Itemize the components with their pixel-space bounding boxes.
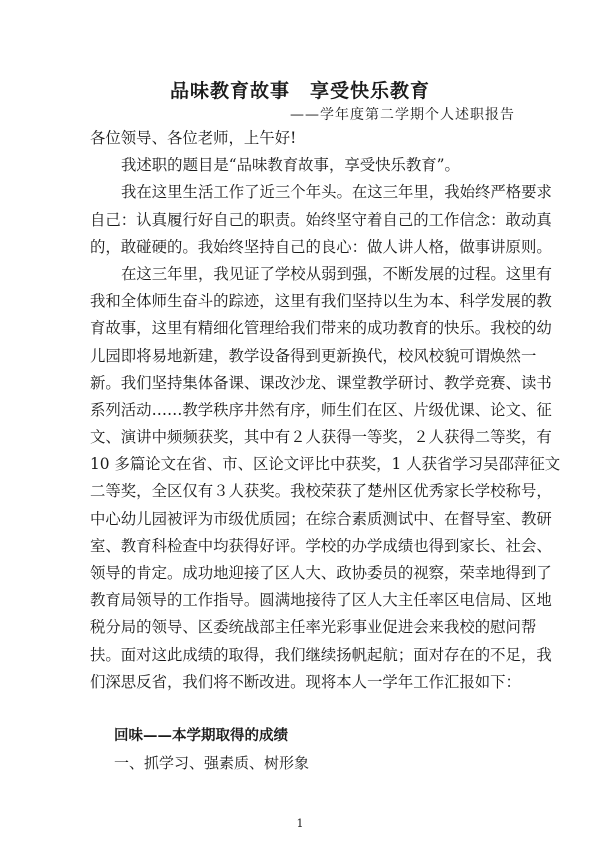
paragraph-line: 系列活动……教学秩序井然有序，师生们在区、片级优课、论文、征 — [90, 400, 552, 419]
paragraph-line: 10 多篇论文在省、市、区论文评比中获奖，1 人获省学习吴邵萍征文 — [90, 455, 561, 474]
document-body — [90, 125, 561, 696]
paragraph-line: 税分局的领导、区委统战部主任率光彩事业促进会来我校的慰问帮 — [90, 618, 537, 637]
paragraph-line: 新。我们坚持集体备课、课改沙龙、课堂教学研讨、教学竞赛、读书 — [90, 373, 552, 392]
paragraph-line: 们深思反省，我们将不断改进。现将本人一学年工作汇报如下： — [90, 672, 521, 691]
paragraph-line: 领导的肯定。成功地迎接了区人大、政协委员的视察，荣幸地得到了 — [90, 564, 552, 582]
section-heading: 回味——本学期取得的成绩 — [114, 727, 288, 744]
paragraph-container — [90, 152, 561, 696]
paragraph-line: 中心幼儿园被评为市级优质园；在综合素质测试中、在督导室、教研 — [90, 509, 552, 528]
paragraph — [90, 179, 552, 261]
paragraph-line: 文、演讲中频频获奖，其中有２人获得一等奖，２人获得二等奖，有 — [90, 428, 552, 447]
document-subtitle: ——学年度第二学期个人述职报告 — [290, 107, 515, 123]
paragraph-line: 我在这里生活工作了近三个年头。在这三年里，我始终严格要求 — [121, 183, 552, 202]
paragraph-line: 二等奖，全区仅有３人获奖。我校荣获了楚州区优秀家长学校称号， — [90, 482, 552, 501]
paragraph-line: 儿园即将易地新建，教学设备得到更新换代，校风校貌可谓焕然一 — [90, 346, 537, 365]
paragraph-line: 育故事，这里有精细化管理给我们带来的成功教育的快乐。我校的幼 — [90, 319, 552, 338]
paragraph-line: 扶。面对这此成绩的取得，我们继续扬帆起航；面对存在的不足，我 — [90, 645, 552, 664]
paragraph-line: 的，敢碰硬的。我始终坚持自己的良心：做人讲人格，做事讲原则。 — [90, 237, 552, 256]
paragraph — [90, 152, 530, 179]
paragraph-line: 在这三年里，我见证了学校从弱到强，不断发展的过程。这里有 — [121, 264, 552, 283]
paragraph — [90, 261, 561, 696]
page-number: 1 — [296, 817, 304, 830]
paragraph-line: 我和全体师生奋斗的踪迹，这里有我们坚持以生为本、科学发展的教 — [90, 292, 552, 311]
paragraph-line: 室、教育科检查中均获得好评。学校的办学成绩也得到家长、社会、 — [90, 536, 552, 555]
document-title: 品味教育故事 享受快乐教育 — [169, 80, 430, 102]
paragraph-line: 我述职的题目是“品味教育故事，享受快乐教育”。 — [121, 156, 460, 175]
paragraph-line: 自己：认真履行好自己的职责。始终坚守着自己的工作信念：敢动真 — [90, 210, 552, 229]
paragraph-line: 教育局领导的工作指导。圆满地接待了区人大主任率区电信局、区地 — [90, 591, 552, 610]
subsection-heading: 一、抓学习、强素质、树形象 — [114, 754, 310, 772]
greeting: 各位领导、各位老师，上午好! — [90, 129, 297, 147]
